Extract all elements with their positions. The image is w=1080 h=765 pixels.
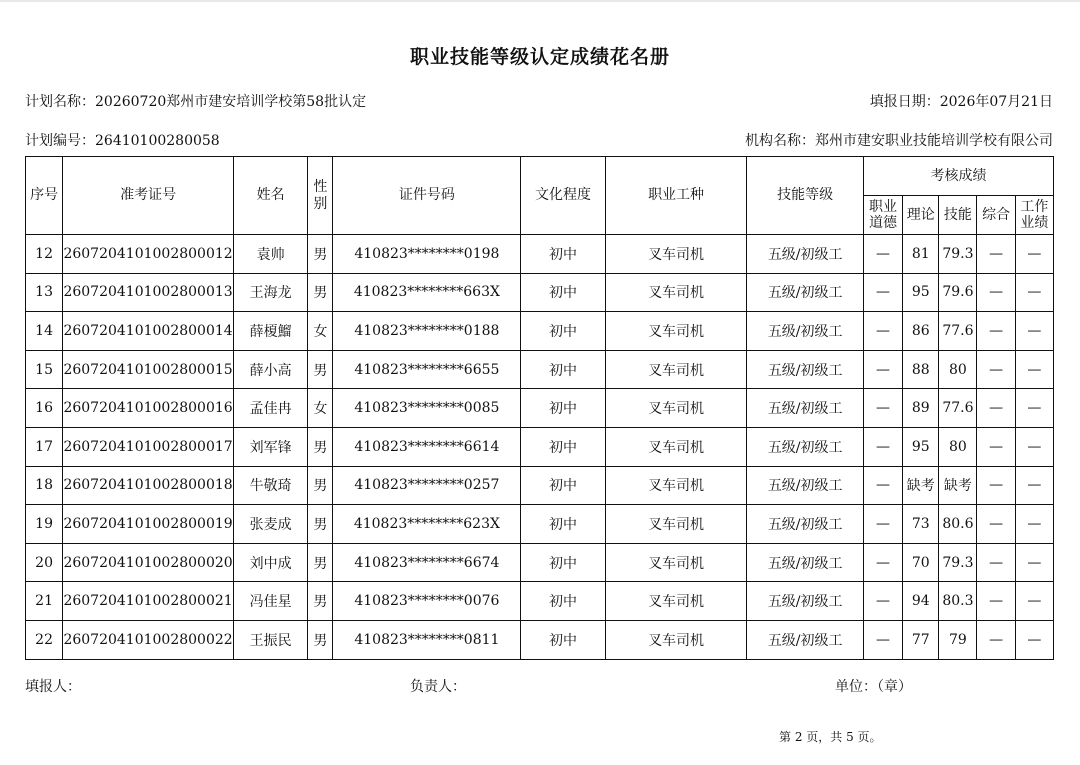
cell-name: 孟佳冉 — [233, 389, 307, 428]
cell-education: 初中 — [521, 582, 605, 621]
cell-education: 初中 — [521, 389, 605, 428]
cell-skill-level: 五级/初级工 — [747, 505, 864, 544]
cell-overall: — — [977, 543, 1015, 582]
cell-education: 初中 — [521, 620, 605, 659]
header-skill-level: 技能等级 — [747, 157, 864, 235]
cell-seq: 15 — [26, 350, 63, 389]
plan-name — [25, 91, 366, 111]
cell-work-performance: — — [1015, 466, 1053, 505]
cell-exam-no: 2607204101002800019 — [63, 505, 234, 544]
plan-name-value: 20260720郑州市建安培训学校第58批认定 — [95, 94, 367, 110]
cell-seq: 13 — [26, 273, 63, 312]
header-row-1 — [26, 157, 1054, 196]
table-row — [26, 427, 1054, 466]
header-id-no: 证件号码 — [333, 157, 521, 235]
cell-id-no: 410823********0076 — [333, 582, 521, 621]
cell-gender: 男 — [308, 543, 333, 582]
document-title: 职业技能等级认定成绩花名册 — [409, 46, 670, 68]
plan-number-label: 计划编号： — [25, 133, 95, 149]
cell-name: 牛敬琦 — [233, 466, 307, 505]
top-border — [0, 0, 1080, 2]
cell-seq: 17 — [26, 427, 63, 466]
footer-responsible: 负责人： — [410, 679, 466, 695]
cell-theory: 73 — [903, 505, 939, 544]
cell-skill: 79.6 — [939, 273, 977, 312]
cell-theory: 86 — [903, 312, 939, 351]
cell-overall: — — [977, 427, 1015, 466]
cell-name: 冯佳星 — [233, 582, 307, 621]
cell-name: 王振民 — [233, 620, 307, 659]
cell-theory: 88 — [903, 350, 939, 389]
cell-ethics: — — [863, 235, 902, 274]
cell-exam-no: 2607204101002800014 — [63, 312, 234, 351]
cell-gender: 男 — [308, 273, 333, 312]
table-row — [26, 273, 1054, 312]
table-row — [26, 312, 1054, 351]
header-overall: 综合 — [977, 196, 1015, 235]
cell-id-no: 410823********0198 — [333, 235, 521, 274]
cell-theory: 缺考 — [903, 466, 939, 505]
institution-label: 机构名称： — [745, 133, 815, 149]
cell-skill-level: 五级/初级工 — [747, 620, 864, 659]
cell-name: 刘军锋 — [233, 427, 307, 466]
cell-theory: 81 — [903, 235, 939, 274]
cell-exam-no: 2607204101002800018 — [63, 466, 234, 505]
cell-overall: — — [977, 235, 1015, 274]
header-name: 姓名 — [233, 157, 307, 235]
header-skill: 技能 — [939, 196, 977, 235]
cell-education: 初中 — [521, 235, 605, 274]
cell-occupation: 叉车司机 — [605, 235, 747, 274]
cell-skill-level: 五级/初级工 — [747, 273, 864, 312]
cell-overall: — — [977, 505, 1015, 544]
report-date-label: 填报日期： — [869, 94, 940, 110]
table-row — [26, 466, 1054, 505]
cell-seq: 21 — [26, 582, 63, 621]
cell-ethics: — — [863, 273, 902, 312]
cell-exam-no: 2607204101002800021 — [63, 582, 234, 621]
cell-name: 张麦成 — [233, 505, 307, 544]
cell-skill: 80.6 — [939, 505, 977, 544]
cell-theory: 77 — [903, 620, 939, 659]
table-row — [26, 350, 1054, 389]
cell-skill-level: 五级/初级工 — [747, 582, 864, 621]
cell-work-performance: — — [1015, 505, 1053, 544]
cell-seq: 18 — [26, 466, 63, 505]
cell-id-no: 410823********0811 — [333, 620, 521, 659]
cell-work-performance: — — [1015, 389, 1053, 428]
cell-ethics: — — [863, 620, 902, 659]
header-seq: 序号 — [26, 157, 63, 235]
cell-work-performance: — — [1015, 543, 1053, 582]
cell-seq: 20 — [26, 543, 63, 582]
cell-overall: — — [977, 620, 1015, 659]
cell-gender: 女 — [308, 312, 333, 351]
cell-gender: 男 — [308, 350, 333, 389]
cell-seq: 14 — [26, 312, 63, 351]
cell-name: 王海龙 — [233, 273, 307, 312]
cell-occupation: 叉车司机 — [605, 505, 747, 544]
header-gender: 性别 — [308, 157, 333, 235]
cell-overall: — — [977, 312, 1015, 351]
table-row — [26, 543, 1054, 582]
cell-skill-level: 五级/初级工 — [747, 312, 864, 351]
cell-name: 袁帅 — [233, 235, 307, 274]
cell-skill: 79.3 — [939, 543, 977, 582]
cell-occupation: 叉车司机 — [605, 582, 747, 621]
cell-skill: 80 — [939, 350, 977, 389]
cell-gender: 男 — [308, 505, 333, 544]
cell-education: 初中 — [521, 312, 605, 351]
header-occupation: 职业工种 — [605, 157, 747, 235]
cell-skill: 77.6 — [939, 389, 977, 428]
institution — [745, 130, 1053, 150]
header-scores: 考核成绩 — [863, 157, 1053, 196]
cell-skill: 79.3 — [939, 235, 977, 274]
footer-reporter: 填报人： — [25, 679, 81, 695]
cell-gender: 女 — [308, 389, 333, 428]
cell-skill-level: 五级/初级工 — [747, 466, 864, 505]
cell-occupation: 叉车司机 — [605, 620, 747, 659]
cell-skill: 79 — [939, 620, 977, 659]
header-theory: 理论 — [903, 196, 939, 235]
cell-work-performance: — — [1015, 312, 1053, 351]
cell-exam-no: 2607204101002800016 — [63, 389, 234, 428]
cell-ethics: — — [863, 312, 902, 351]
cell-name: 刘中成 — [233, 543, 307, 582]
cell-name: 薛小高 — [233, 350, 307, 389]
cell-occupation: 叉车司机 — [605, 427, 747, 466]
cell-skill-level: 五级/初级工 — [747, 427, 864, 466]
cell-work-performance: — — [1015, 427, 1053, 466]
cell-skill: 77.6 — [939, 312, 977, 351]
cell-education: 初中 — [521, 350, 605, 389]
header-work-performance: 工作业绩 — [1015, 196, 1053, 235]
cell-skill: 80 — [939, 427, 977, 466]
cell-gender: 男 — [308, 620, 333, 659]
cell-skill: 80.3 — [939, 582, 977, 621]
header-exam-no: 准考证号 — [63, 157, 234, 235]
plan-name-label: 计划名称： — [25, 94, 95, 110]
cell-overall: — — [977, 350, 1015, 389]
cell-theory: 95 — [903, 273, 939, 312]
cell-occupation: 叉车司机 — [605, 312, 747, 351]
cell-work-performance: — — [1015, 350, 1053, 389]
cell-seq: 22 — [26, 620, 63, 659]
cell-ethics: — — [863, 427, 902, 466]
cell-exam-no: 2607204101002800022 — [63, 620, 234, 659]
cell-theory: 70 — [903, 543, 939, 582]
cell-gender: 男 — [308, 466, 333, 505]
cell-exam-no: 2607204101002800015 — [63, 350, 234, 389]
cell-seq: 12 — [26, 235, 63, 274]
report-date-value: 2026年07月21日 — [939, 94, 1053, 110]
cell-id-no: 410823********0188 — [333, 312, 521, 351]
cell-seq: 19 — [26, 505, 63, 544]
cell-id-no: 410823********6674 — [333, 543, 521, 582]
plan-number-value: 26410100280058 — [95, 133, 220, 149]
cell-occupation: 叉车司机 — [605, 350, 747, 389]
table-row — [26, 505, 1054, 544]
header-education: 文化程度 — [521, 157, 605, 235]
cell-ethics: — — [863, 582, 902, 621]
cell-seq: 16 — [26, 389, 63, 428]
cell-education: 初中 — [521, 273, 605, 312]
table-body — [26, 235, 1054, 660]
institution-value: 郑州市建安职业技能培训学校有限公司 — [815, 133, 1053, 149]
cell-exam-no: 2607204101002800020 — [63, 543, 234, 582]
plan-number — [25, 130, 220, 150]
cell-skill-level: 五级/初级工 — [747, 543, 864, 582]
cell-exam-no: 2607204101002800012 — [63, 235, 234, 274]
cell-ethics: — — [863, 466, 902, 505]
cell-occupation: 叉车司机 — [605, 543, 747, 582]
cell-ethics: — — [863, 543, 902, 582]
report-date — [870, 91, 1053, 111]
cell-skill-level: 五级/初级工 — [747, 350, 864, 389]
cell-occupation: 叉车司机 — [605, 466, 747, 505]
cell-ethics: — — [863, 389, 902, 428]
cell-overall: — — [977, 273, 1015, 312]
cell-theory: 94 — [903, 582, 939, 621]
cell-gender: 男 — [308, 427, 333, 466]
score-table — [25, 156, 1054, 660]
table-row — [26, 582, 1054, 621]
cell-id-no: 410823********623X — [333, 505, 521, 544]
cell-education: 初中 — [521, 543, 605, 582]
cell-occupation: 叉车司机 — [605, 389, 747, 428]
cell-ethics: — — [863, 505, 902, 544]
cell-work-performance: — — [1015, 620, 1053, 659]
cell-ethics: — — [863, 350, 902, 389]
cell-id-no: 410823********0085 — [333, 389, 521, 428]
cell-work-performance: — — [1015, 582, 1053, 621]
table-row — [26, 389, 1054, 428]
cell-gender: 男 — [308, 582, 333, 621]
cell-gender: 男 — [308, 235, 333, 274]
page-indicator: 第 2 页，共 5 页。 — [779, 730, 882, 744]
cell-overall: — — [977, 466, 1015, 505]
cell-skill-level: 五级/初级工 — [747, 389, 864, 428]
cell-overall: — — [977, 582, 1015, 621]
footer-unit: 单位：（章） — [835, 679, 912, 695]
cell-name: 薛榎鰡 — [233, 312, 307, 351]
cell-id-no: 410823********6655 — [333, 350, 521, 389]
cell-id-no: 410823********6614 — [333, 427, 521, 466]
cell-id-no: 410823********663X — [333, 273, 521, 312]
header-ethics: 职业道德 — [863, 196, 902, 235]
cell-work-performance: — — [1015, 273, 1053, 312]
cell-skill: 缺考 — [939, 466, 977, 505]
cell-occupation: 叉车司机 — [605, 273, 747, 312]
cell-theory: 95 — [903, 427, 939, 466]
table-row — [26, 235, 1054, 274]
cell-id-no: 410823********0257 — [333, 466, 521, 505]
cell-skill-level: 五级/初级工 — [747, 235, 864, 274]
cell-exam-no: 2607204101002800013 — [63, 273, 234, 312]
cell-theory: 89 — [903, 389, 939, 428]
cell-education: 初中 — [521, 505, 605, 544]
table-row — [26, 620, 1054, 659]
cell-overall: — — [977, 389, 1015, 428]
cell-education: 初中 — [521, 427, 605, 466]
cell-exam-no: 2607204101002800017 — [63, 427, 234, 466]
cell-work-performance: — — [1015, 235, 1053, 274]
cell-education: 初中 — [521, 466, 605, 505]
